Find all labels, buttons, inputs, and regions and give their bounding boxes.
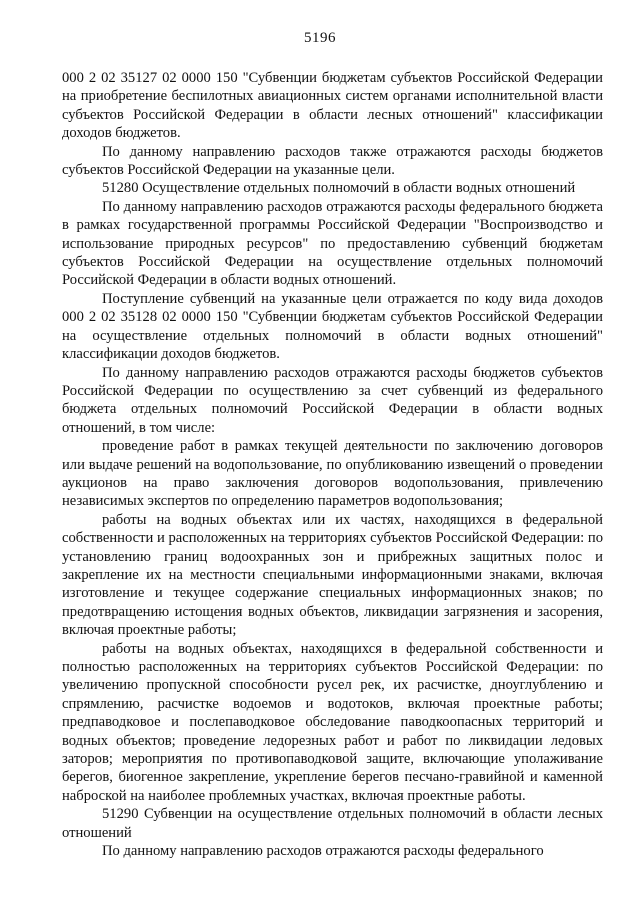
list-item-regional-water-objects: работы на водных объектах, находящихся в федеральной собственности и полностью расположенных на территориях субъектов Российской Федерации: по увеличению пропускной способности русел рек, их расчистке, дноуглублению и спрямлению, расчистке водоемов и водотоков, включая проектные работы; предпаводковое и послепаводковое обследование паводкоопасных территорий и водных объектов; проведение ледорезных работ и работ по ликвидации ледовых заторов; мероприятия по противопаводковой защите, включающие уполаживание берегов, биогенное закрепление, укрепление берегов песчано-гравийной и каменной наброской на наиболее проблемных участках, включая проектные работы. xyxy=(62,640,603,804)
paragraph-income-code-35128: Поступление субвенций на указанные цели отражается по коду вида доходов 000 2 02 35128 02 0000 150 "Субвенции бюджетам субъектов Российской Федерации на осуществление отдельных полномочий в области водных отношений" классификации доходов бюджетов. xyxy=(62,290,603,363)
paragraph-regional-water-expenses: По данному направлению расходов отражаются расходы бюджетов субъектов Российской Федерации по осуществлению за счет субвенций из федерального бюджета отдельных полномочий Российской Федерации в области водных отношений, в том числе: xyxy=(62,364,603,436)
section-heading-51280: 51280 Осуществление отдельных полномочий в области водных отношений xyxy=(102,180,576,197)
paragraph-federal-expenses-forest: По данному направлению расходов отражаются расходы федерального xyxy=(102,843,544,860)
page-number: 5196 xyxy=(304,30,336,46)
paragraph-regional-expenses: По данному направлению расходов также отражаются расходы бюджетов субъектов Российской Федерации на указанные цели. xyxy=(62,143,603,179)
paragraph-income-code-35127: 000 2 02 35127 02 0000 150 "Субвенции бюджетам субъектов Российской Федерации на приобретение беспилотных авиационных систем органами исполнительной власти субъектов Российской Федерации в области лесных отношений" классификации доходов бюджетов. xyxy=(62,70,603,142)
list-item-federal-water-objects: работы на водных объектах или их частях, находящихся в федеральной собственности и расположенных на территориях субъектов Российской Федерации: по установлению границ водоохранных зон и прибрежных защитных полос и закрепление их на местности специальными информационными знаками, включая изготовление и текущее содержание специальных информационных знаков; по предотвращению истощения водных объектов, ликвидации загрязнения и засорения, включая проектные работы; xyxy=(62,511,603,639)
section-heading-51290: 51290 Субвенции на осуществление отдельных полномочий в области лесных отношений xyxy=(62,806,603,841)
list-item-water-use-contracts: проведение работ в рамках текущей деятельности по заключению договоров или выдаче решений на водопользование, по опубликованию извещений о проведении аукционов на право заключения договоров водопользования, привлечению независимых экспертов по определению параметров водопользования; xyxy=(62,438,603,510)
document-body xyxy=(62,69,603,860)
paragraph-federal-expenses-water: По данному направлению расходов отражаются расходы федерального бюджета в рамках государственной программы Российской Федерации "Воспроизводство и использование природных ресурсов" по предоставлению субвенций бюджетам субъектов Российской Федерации на осуществление отдельных полномочий Российской Федерации в области водных отношений. xyxy=(62,198,603,289)
